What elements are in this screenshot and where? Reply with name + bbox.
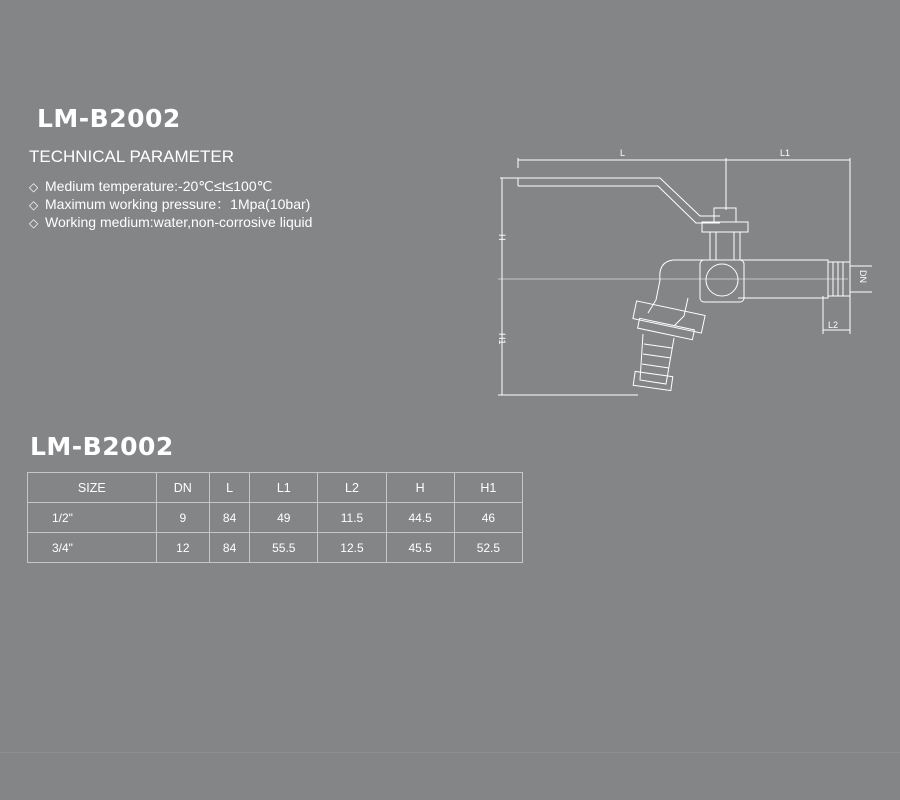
- diamond-bullet-icon: ◇: [29, 216, 39, 230]
- cell-h: 45.5: [386, 533, 454, 563]
- dimension-l: [518, 148, 726, 210]
- parameter-list: [29, 178, 312, 232]
- bottom-divider: [0, 752, 900, 753]
- parameter-item: [29, 196, 312, 214]
- valve-technical-drawing: [488, 148, 878, 408]
- header-size: SIZE: [28, 473, 157, 503]
- parameter-text: Medium temperature:-20℃≤t≤100℃: [45, 178, 273, 194]
- header-l: L: [210, 473, 250, 503]
- cell-l2: 12.5: [318, 533, 386, 563]
- diamond-bullet-icon: ◇: [29, 180, 39, 194]
- table-row: [28, 503, 523, 533]
- cell-h1: 52.5: [454, 533, 522, 563]
- table-title: LM-B2002: [30, 432, 174, 461]
- cell-h1: 46: [454, 503, 522, 533]
- parameter-item: [29, 178, 312, 196]
- valve-spout: [633, 280, 705, 391]
- lever-handle: [518, 178, 720, 223]
- cell-l1: 55.5: [250, 533, 318, 563]
- header-l2: L2: [318, 473, 386, 503]
- product-title: LM-B2002: [37, 104, 181, 133]
- header-h1: H1: [454, 473, 522, 503]
- cell-size: 1/2": [28, 503, 157, 533]
- parameter-item: [29, 214, 312, 232]
- cell-dn: 9: [156, 503, 209, 533]
- cell-l: 84: [210, 533, 250, 563]
- header-dn: DN: [156, 473, 209, 503]
- label-h1: H1: [497, 333, 507, 345]
- label-dn: DN: [858, 270, 868, 283]
- dimension-l2: [823, 296, 850, 334]
- cell-dn: 12: [156, 533, 209, 563]
- label-l1: L1: [780, 148, 791, 158]
- dimension-h: [497, 178, 848, 395]
- cell-size: 3/4": [28, 533, 157, 563]
- section-title: TECHNICAL PARAMETER: [29, 147, 234, 166]
- parameter-text: Working medium:water,non-corrosive liquid: [45, 214, 313, 230]
- spec-table: [27, 472, 523, 563]
- cell-l2: 11.5: [318, 503, 386, 533]
- parameter-text: Maximum working pressure：1Mpa(10bar): [45, 196, 311, 212]
- valve-body: [660, 260, 850, 302]
- label-l2: L2: [828, 320, 839, 330]
- dimension-dn: [850, 266, 872, 292]
- dimension-l1: [726, 148, 850, 288]
- cell-l: 84: [210, 503, 250, 533]
- label-h: H: [497, 234, 507, 241]
- header-h: H: [386, 473, 454, 503]
- header-l1: L1: [250, 473, 318, 503]
- diamond-bullet-icon: ◇: [29, 198, 39, 212]
- cell-h: 44.5: [386, 503, 454, 533]
- cell-l1: 49: [250, 503, 318, 533]
- label-l: L: [620, 148, 626, 158]
- table-header-row: [28, 473, 523, 503]
- table-row: [28, 533, 523, 563]
